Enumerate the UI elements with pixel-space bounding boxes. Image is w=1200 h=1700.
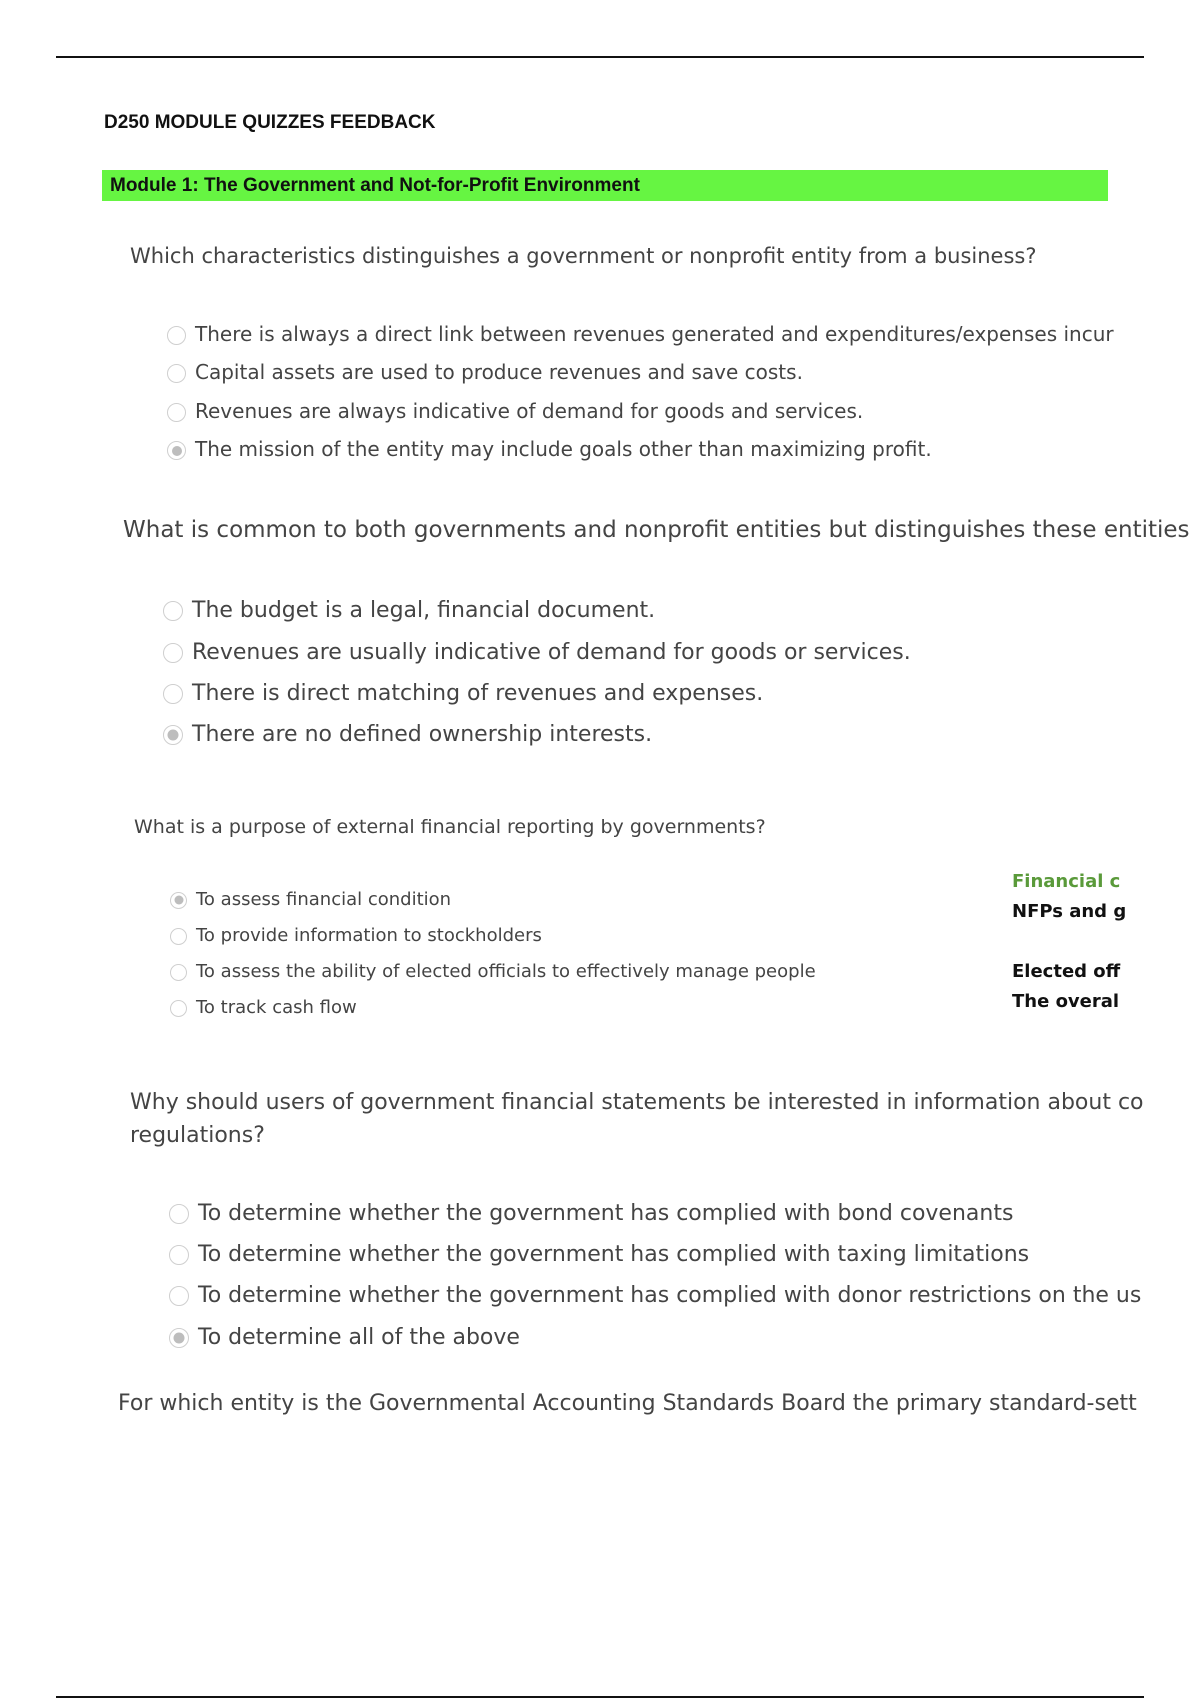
option-label: To determine whether the government has complied with taxing limitations bbox=[198, 1242, 1030, 1267]
radio-unselected-icon[interactable] bbox=[170, 964, 187, 981]
question-4-line-1: Why should users of government financial statements be interested in information about co bbox=[130, 1090, 1144, 1115]
option-3c[interactable] bbox=[170, 961, 816, 982]
option-label: To determine whether the government has complied with bond covenants bbox=[198, 1201, 1014, 1226]
option-1d[interactable] bbox=[167, 437, 932, 461]
feedback-text: NFPs and g bbox=[1012, 901, 1127, 922]
option-label: To track cash flow bbox=[196, 997, 357, 1018]
feedback-text: The overal bbox=[1012, 991, 1120, 1012]
question-3: What is a purpose of external financial reporting by governments? bbox=[134, 816, 766, 838]
option-2a[interactable] bbox=[163, 598, 655, 623]
radio-unselected-icon[interactable] bbox=[170, 1000, 187, 1017]
question-4-line-2: regulations? bbox=[130, 1123, 265, 1148]
option-label: To assess financial condition bbox=[196, 889, 452, 910]
option-label: Capital assets are used to produce revenues and save costs. bbox=[195, 360, 803, 384]
radio-selected-icon[interactable] bbox=[163, 725, 183, 745]
option-label: The budget is a legal, financial document. bbox=[192, 598, 656, 623]
option-3d[interactable] bbox=[170, 997, 357, 1018]
feedback-text: Financial c bbox=[1012, 871, 1121, 892]
radio-selected-icon[interactable] bbox=[167, 441, 186, 460]
option-label: To assess the ability of elected officials to effectively manage people bbox=[196, 961, 816, 982]
option-3a[interactable] bbox=[170, 889, 451, 910]
radio-unselected-icon[interactable] bbox=[163, 643, 183, 663]
option-label: To determine all of the above bbox=[198, 1325, 520, 1350]
option-1c[interactable] bbox=[167, 399, 863, 423]
radio-unselected-icon[interactable] bbox=[167, 403, 186, 422]
option-label: There are no defined ownership interests. bbox=[192, 722, 653, 747]
radio-unselected-icon[interactable] bbox=[163, 684, 183, 704]
option-label: Revenues are always indicative of demand for goods and services. bbox=[195, 399, 864, 423]
option-label: The mission of the entity may include goals other than maximizing profit. bbox=[195, 437, 932, 461]
bottom-rule bbox=[56, 1696, 1144, 1698]
radio-unselected-icon[interactable] bbox=[169, 1204, 189, 1224]
radio-unselected-icon[interactable] bbox=[169, 1286, 189, 1306]
radio-unselected-icon[interactable] bbox=[167, 326, 186, 345]
radio-unselected-icon[interactable] bbox=[163, 601, 183, 621]
option-4b[interactable] bbox=[169, 1242, 1029, 1267]
option-4c[interactable] bbox=[169, 1283, 1141, 1308]
radio-selected-icon[interactable] bbox=[170, 892, 187, 909]
radio-unselected-icon[interactable] bbox=[167, 364, 186, 383]
option-label: To determine whether the government has complied with donor restrictions on the us bbox=[198, 1283, 1142, 1308]
option-2b[interactable] bbox=[163, 640, 911, 665]
option-label: Revenues are usually indicative of demand for goods or services. bbox=[192, 640, 911, 665]
option-2c[interactable] bbox=[163, 681, 763, 706]
question-2: What is common to both governments and nonprofit entities but distinguishes these entities bbox=[123, 517, 1190, 543]
option-3b[interactable] bbox=[170, 925, 542, 946]
option-label: There is direct matching of revenues and expenses. bbox=[192, 681, 764, 706]
document-title: D250 MODULE QUIZZES FEEDBACK bbox=[104, 112, 436, 133]
option-1a[interactable] bbox=[167, 322, 1114, 346]
module-title: Module 1: The Government and Not-for-Profit Environment bbox=[110, 175, 640, 196]
option-2d[interactable] bbox=[163, 722, 652, 747]
option-label: There is always a direct link between revenues generated and expenditures/expenses incur bbox=[195, 322, 1114, 346]
question-1: Which characteristics distinguishes a government or nonprofit entity from a business? bbox=[130, 244, 1037, 268]
option-label: To provide information to stockholders bbox=[196, 925, 542, 946]
option-4a[interactable] bbox=[169, 1201, 1013, 1226]
question-4 bbox=[130, 1086, 1144, 1152]
feedback-text: Elected off bbox=[1012, 961, 1121, 982]
question-5: For which entity is the Governmental Accounting Standards Board the primary standard-sett bbox=[118, 1391, 1137, 1416]
option-1b[interactable] bbox=[167, 360, 803, 384]
radio-unselected-icon[interactable] bbox=[170, 928, 187, 945]
radio-selected-icon[interactable] bbox=[169, 1328, 189, 1348]
option-4d[interactable] bbox=[169, 1325, 520, 1350]
radio-unselected-icon[interactable] bbox=[169, 1245, 189, 1265]
